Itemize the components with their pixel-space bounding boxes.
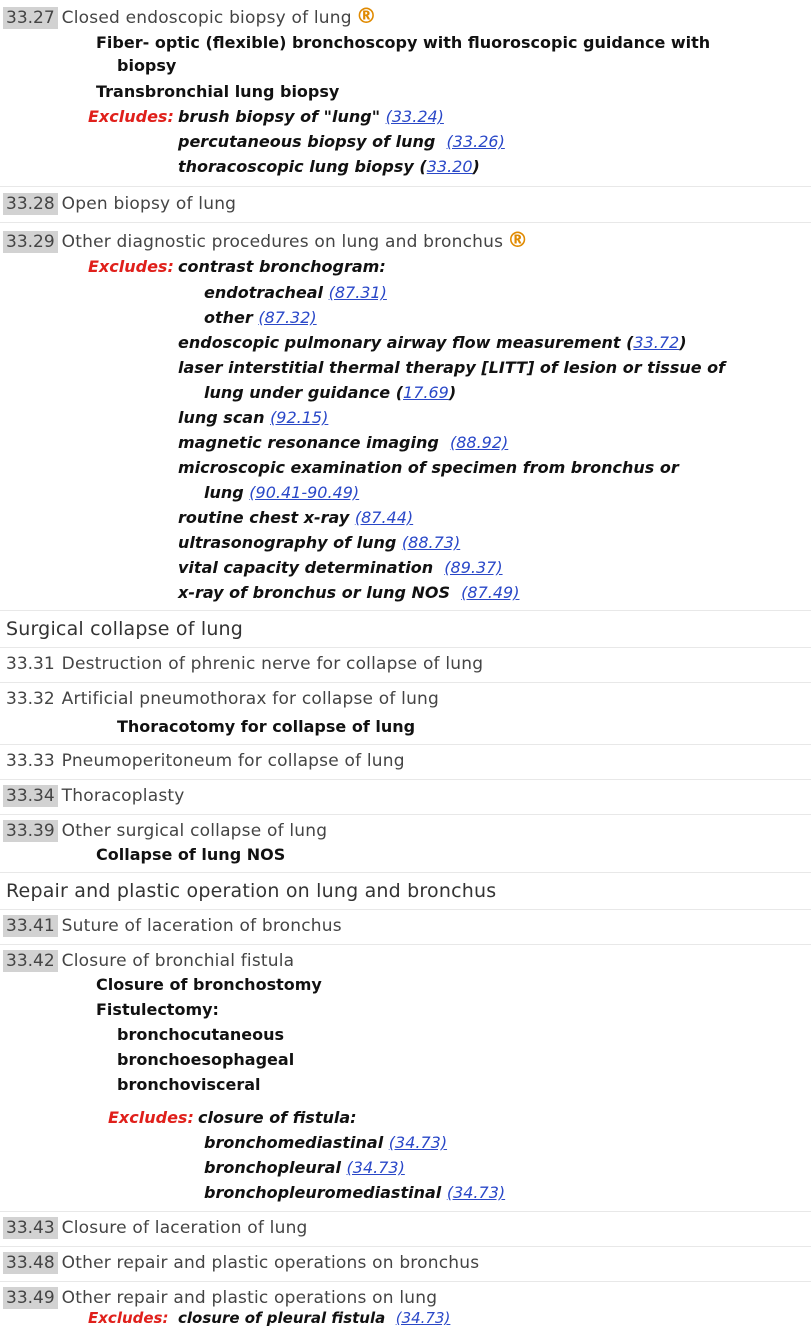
code-badge: 33.33 <box>6 751 55 771</box>
code-link[interactable]: (33.24) <box>385 107 444 126</box>
code-link[interactable]: (34.73) <box>395 1309 451 1327</box>
includes-line: bronchovisceral <box>117 1075 261 1094</box>
excludes-entry: ultrasonography of lung (88.73) <box>178 533 461 552</box>
divider <box>0 222 811 223</box>
code-row-33.29 <box>0 228 811 253</box>
code-title: Pneumoperitoneum for collapse of lung <box>61 751 405 771</box>
code-badge: 33.31 <box>6 654 55 674</box>
code-badge: 33.41 <box>3 915 58 937</box>
code-badge: 33.29 <box>3 231 58 253</box>
code-title: Closed endoscopic biopsy of lung <box>61 8 352 28</box>
code-link[interactable]: 33.20 <box>426 157 473 176</box>
code-row-33.32 <box>0 688 811 710</box>
code-link[interactable]: (33.26) <box>446 132 505 151</box>
code-link[interactable]: (34.73) <box>388 1133 448 1152</box>
code-link[interactable]: (87.31) <box>328 283 387 302</box>
divider <box>0 186 811 187</box>
divider <box>0 1211 811 1212</box>
code-title: Closure of bronchial fistula <box>61 951 295 971</box>
code-link[interactable]: (89.37) <box>444 558 503 577</box>
code-badge: 33.48 <box>3 1252 58 1274</box>
divider <box>0 647 811 648</box>
excludes-label: Excludes: <box>108 1108 194 1127</box>
includes-line: Transbronchial lung biopsy <box>96 82 340 101</box>
excludes-label: Excludes: <box>88 107 174 126</box>
code-title: Other repair and plastic operations on bronchus <box>61 1253 480 1273</box>
code-link[interactable]: (88.73) <box>401 533 461 552</box>
includes-line: Fiber- optic (flexible) bronchoscopy with fluoroscopic guidance with <box>96 33 711 52</box>
excludes-entry: bronchopleural (34.73) <box>204 1158 405 1177</box>
excludes-entry: routine chest x-ray (87.44) <box>178 508 414 527</box>
excludes-entry: brush biopsy of "lung" (33.24) <box>178 107 444 126</box>
code-badge: 33.49 <box>3 1287 58 1309</box>
divider <box>0 744 811 745</box>
code-row-33.41 <box>0 915 811 937</box>
includes-line: biopsy <box>117 56 177 75</box>
code-link[interactable]: (92.15) <box>270 408 329 427</box>
code-row-33.39 <box>0 820 811 842</box>
divider <box>0 814 811 815</box>
divider <box>0 1246 811 1247</box>
section-heading: Surgical collapse of lung <box>6 618 244 640</box>
code-row-33.33 <box>0 750 811 772</box>
includes-line: Collapse of lung NOS <box>96 845 286 864</box>
code-title: Destruction of phrenic nerve for collapse of lung <box>61 654 484 674</box>
code-link[interactable]: (87.49) <box>461 583 520 602</box>
code-link[interactable]: (87.44) <box>354 508 414 527</box>
divider <box>0 610 811 611</box>
code-link[interactable]: 17.69 <box>403 383 449 402</box>
code-row-33.28 <box>0 193 811 215</box>
code-row-33.49 <box>0 1287 811 1309</box>
excludes-entry: x-ray of bronchus or lung NOS (87.49) <box>178 583 520 602</box>
includes-line: Thoracotomy for collapse of lung <box>117 717 416 736</box>
excludes-entry: contrast bronchogram: <box>178 257 386 276</box>
code-title: Other repair and plastic operations on lung <box>61 1288 438 1308</box>
code-title: Closure of laceration of lung <box>61 1218 308 1238</box>
r-marker-icon: ® <box>355 4 377 28</box>
section-heading: Repair and plastic operation on lung and bronchus <box>6 880 497 902</box>
code-badge: 33.42 <box>3 950 58 972</box>
excludes-entry: lung (90.41-90.49) <box>204 483 360 502</box>
includes-line: bronchocutaneous <box>117 1025 285 1044</box>
code-badge: 33.27 <box>3 7 58 29</box>
code-row-33.43 <box>0 1217 811 1239</box>
excludes-entry: bronchopleuromediastinal (34.73) <box>204 1183 506 1202</box>
excludes-entry: lung scan (92.15) <box>178 408 329 427</box>
divider <box>0 682 811 683</box>
excludes-entry: bronchomediastinal (34.73) <box>204 1133 448 1152</box>
code-row-33.27 <box>0 4 811 29</box>
code-link[interactable]: 33.72 <box>633 333 680 352</box>
divider <box>0 872 811 873</box>
excludes-entry: microscopic examination of specimen from bronchus or <box>178 458 679 477</box>
includes-line: Closure of bronchostomy <box>96 975 322 994</box>
divider <box>0 1281 811 1282</box>
excludes-entry: endotracheal (87.31) <box>204 283 387 302</box>
code-link[interactable]: (34.73) <box>346 1158 405 1177</box>
code-link[interactable]: (88.92) <box>449 433 509 452</box>
excludes-entry: closure of pleural fistula (34.73) <box>178 1309 451 1327</box>
excludes-entry: thoracoscopic lung biopsy (33.20) <box>178 157 480 176</box>
code-title: Other surgical collapse of lung <box>61 821 328 841</box>
divider <box>0 944 811 945</box>
code-link[interactable]: (87.32) <box>258 308 317 327</box>
code-title: Open biopsy of lung <box>61 194 237 214</box>
excludes-label: Excludes: <box>88 1309 169 1327</box>
excludes-label: Excludes: <box>88 257 174 276</box>
r-marker-icon: ® <box>507 228 529 252</box>
code-link[interactable]: (34.73) <box>446 1183 506 1202</box>
code-title: Thoracoplasty <box>61 786 185 806</box>
excludes-entry: magnetic resonance imaging (88.92) <box>178 433 509 452</box>
excludes-entry: lung under guidance (17.69) <box>204 383 457 402</box>
code-row-33.42 <box>0 950 811 972</box>
code-title: Other diagnostic procedures on lung and bronchus <box>61 232 504 252</box>
excludes-entry: endoscopic pulmonary airway flow measurement (33.72) <box>178 333 687 352</box>
code-row-33.34 <box>0 785 811 807</box>
code-badge: 33.34 <box>3 785 58 807</box>
code-row-33.48 <box>0 1252 811 1274</box>
excludes-entry: percutaneous biopsy of lung (33.26) <box>178 132 505 151</box>
includes-line: Fistulectomy: <box>96 1000 219 1019</box>
code-badge: 33.39 <box>3 820 58 842</box>
excludes-entry: laser interstitial thermal therapy [LITT] of lesion or tissue of <box>178 358 726 377</box>
excludes-entry: vital capacity determination (89.37) <box>178 558 503 577</box>
includes-line: bronchoesophageal <box>117 1050 295 1069</box>
code-badge: 33.43 <box>3 1217 58 1239</box>
code-link[interactable]: (90.41-90.49) <box>249 483 360 502</box>
divider <box>0 909 811 910</box>
code-badge: 33.28 <box>3 193 58 215</box>
code-title: Artificial pneumothorax for collapse of lung <box>61 689 440 709</box>
code-title: Suture of laceration of bronchus <box>61 916 342 936</box>
code-row-33.31 <box>0 653 811 675</box>
code-badge: 33.32 <box>6 689 55 709</box>
excludes-entry: other (87.32) <box>204 308 317 327</box>
divider <box>0 779 811 780</box>
excludes-entry: closure of fistula: <box>198 1108 357 1127</box>
